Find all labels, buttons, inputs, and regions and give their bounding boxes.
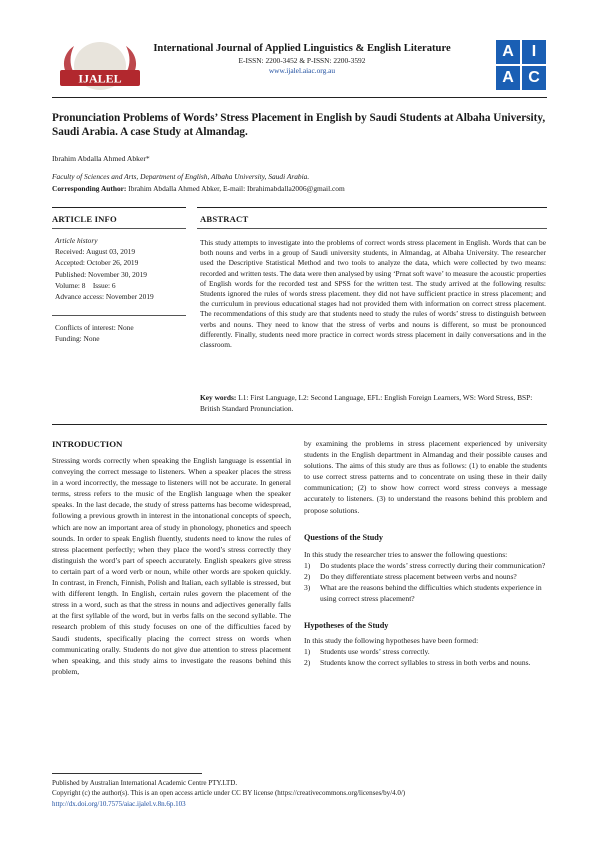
body-divider bbox=[52, 424, 547, 425]
ijalel-logo-text: IJALEL bbox=[78, 71, 122, 86]
article-author: Ibrahim Abdalla Ahmed Abker* bbox=[52, 154, 150, 163]
footer-divider bbox=[52, 773, 202, 774]
header-divider bbox=[52, 97, 547, 98]
body-column-right bbox=[304, 438, 547, 668]
introduction-text: Stressing words correctly when speaking the English language is essential in conveying the correct message to listeners. When a speaker places the stress in a word incorrectly, the message to listeners will not be accurate. In general terms, stress refers to the music of the English language when the speaker speaks. In the last decade, the study of stress patterns has become widespread, following a previous growth in interest in the intonational concepts of speech, which are now an important area of study in phonology, phonetics and speech sounds. In order to speak English fluently, students need to know the rules of stress placement perfectly; when they place the word’s stress correctly they distinguish the word’s part of speech accurately. English speakers give stress to certain part of a word verb or noun, while other words are spoken quickly. In contrast, in French, Finnish, Polish and Italian, each syllable is stressed, but with different length. In English, certain rules govern the placement of the stress in a word, such as that the stress in nouns and adjectives generally falls at the first syllable of the word, but in verbs falls on the second syllable. The research problem of this study focuses on one of the difficulties faced by Saudi students, specifically placing the correct stress on words when communicating orally. Students do not give due attention to stress placement when speaking, and this study aims to investigate the reasons behind this problem, bbox=[52, 456, 291, 676]
hypotheses-intro: In this study the following hypotheses have been formed: bbox=[304, 636, 479, 646]
list-text: Students know the correct syllables to stress in both verbs and nouns. bbox=[320, 658, 531, 668]
list-item bbox=[304, 657, 547, 668]
journal-header bbox=[52, 40, 547, 98]
info-divider-top bbox=[52, 207, 186, 208]
conflicts-of-interest: Conflicts of interest: None bbox=[55, 323, 134, 333]
article-info-heading: ARTICLE INFO bbox=[52, 214, 117, 224]
aiac-logo-letter: A bbox=[496, 40, 520, 64]
history-received: Received: August 03, 2019 bbox=[55, 247, 136, 257]
aiac-logo-letter: I bbox=[522, 40, 546, 64]
advance-access: Advance access: November 2019 bbox=[55, 292, 154, 302]
list-text: Do they differentiate stress placement between verbs and nouns? bbox=[320, 571, 517, 581]
list-item bbox=[304, 646, 547, 657]
list-item bbox=[304, 582, 547, 604]
aiac-logo bbox=[496, 40, 547, 90]
keywords-list: L1: First Language, L2: Second Language, EFL: English Foreign Learners, WS: Word Stress, BSP: British Standard Pronunciation. bbox=[200, 393, 533, 413]
questions-intro: In this study the researcher tries to answer the following questions: bbox=[304, 549, 508, 559]
list-number: 2) bbox=[304, 658, 311, 668]
funding: Funding: None bbox=[55, 334, 100, 344]
hypotheses-heading: Hypotheses of the Study bbox=[304, 621, 389, 631]
list-text: What are the reasons behind the difficulties which students experience in using correct stress placement? bbox=[320, 582, 542, 604]
introduction-continued: by examining the problems in stress placement experienced by university students in the English department in Almandag and their possible causes and solutions. The aims of this study are thus as follows: (1) to enable the students to use correct stress patterns and to concentrate on using these in their daily communication; (2) to show how correct word stress conveys a message accurately to listeners. (3) to understand the reasons behind this problem and propose solutions. bbox=[304, 439, 547, 515]
list-number: 1) bbox=[304, 647, 311, 657]
list-text: Do students place the words’ stress correctly during their communication? bbox=[320, 560, 546, 570]
copyright-note: Copyright (c) the author(s). This is an open access article under CC BY license (https://creativecommons.org/licenses/by/4.0/) bbox=[52, 789, 406, 798]
info-divider bbox=[52, 228, 186, 229]
author-affiliation: Faculty of Sciences and Arts, Department of English, Albaha University, Saudi Arabia. bbox=[52, 172, 310, 181]
history-published: Published: November 30, 2019 bbox=[55, 269, 147, 279]
abstract-text: This study attempts to investigate into the problems of correct words stress placement in English. Words that can be both nouns and verbs in a group of Saudi university students, in Almandag, at Albaha University. The researcher used the Descriptive Statistical Method and two tools to analyze the data, which were collected by two means: recorded and written tests. The data were then analysed by using ‘Prnat soft wave’ to measure the acoustic properties of English words for the recorded test and SPSS for the written test. The study arrived at the following results: Students ignored the rules of words stress placement. they did not have sufficient practice in stress placement; and the curriculum in previous educational stages had not provided them with information on correct stress placement. The recommendations of this study are that students need to study the rules of words’ stress to distinguish between verbs and nouns. They need to know that the stress of verbs and nouns is different, so must be pronounced differently. Finally, students need more practice in correct words stress placement in daily conversations and in the classroom. bbox=[200, 238, 546, 350]
questions-heading: Questions of the Study bbox=[304, 532, 383, 542]
article-title: Pronunciation Problems of Words’ Stress Placement in English by Saudi Students at Albaha University, Saudi Arabia. A case Study at Almandag. bbox=[52, 112, 546, 138]
journal-issn: E-ISSN: 2200-3452 & P-ISSN: 2200-3592 bbox=[238, 56, 366, 65]
hypotheses-list bbox=[304, 646, 547, 668]
introduction-heading: INTRODUCTION bbox=[52, 439, 123, 449]
list-text: Students use words’ stress correctly. bbox=[320, 647, 430, 657]
journal-title: International Journal of Applied Linguistics & English Literature bbox=[153, 43, 451, 54]
publisher-note: Published by Australian International Academic Centre PTY.LTD. bbox=[52, 779, 238, 787]
list-item bbox=[304, 571, 547, 582]
info-divider-bottom bbox=[52, 315, 186, 316]
ijalel-logo bbox=[52, 40, 148, 98]
corresponding-author bbox=[52, 184, 345, 193]
page-footer bbox=[52, 778, 547, 809]
article-info-panel bbox=[55, 235, 185, 345]
body-column-left bbox=[52, 438, 291, 677]
volume-issue: Volume: 8 Issue: 6 bbox=[55, 280, 116, 290]
aiac-logo-letter: A bbox=[496, 66, 520, 90]
abstract-divider-top bbox=[197, 207, 547, 208]
abstract-divider bbox=[197, 228, 547, 229]
questions-list bbox=[304, 560, 547, 604]
doi-link[interactable]: http://dx.doi.org/10.7575/aiac.ijalel.v.8n.6p.103 bbox=[52, 799, 186, 808]
corresponding-details: Ibrahim Abdalla Ahmed Abker, E-mail: Ibrahimabdalla2006@gmail.com bbox=[126, 184, 345, 193]
list-number: 2) bbox=[304, 571, 311, 581]
history-label: Article history bbox=[55, 236, 98, 245]
journal-info bbox=[152, 42, 452, 76]
corresponding-label: Corresponding Author: bbox=[52, 184, 127, 193]
keywords bbox=[200, 393, 546, 414]
aiac-logo-letter: C bbox=[522, 66, 546, 90]
keywords-label: Key words: bbox=[200, 393, 237, 402]
history-accepted: Accepted: October 26, 2019 bbox=[55, 258, 139, 268]
abstract-heading: ABSTRACT bbox=[200, 214, 249, 224]
list-number: 3) bbox=[304, 582, 311, 592]
list-number: 1) bbox=[304, 560, 311, 570]
journal-url-link[interactable]: www.ijalel.aiac.org.au bbox=[268, 66, 336, 75]
list-item bbox=[304, 560, 547, 571]
